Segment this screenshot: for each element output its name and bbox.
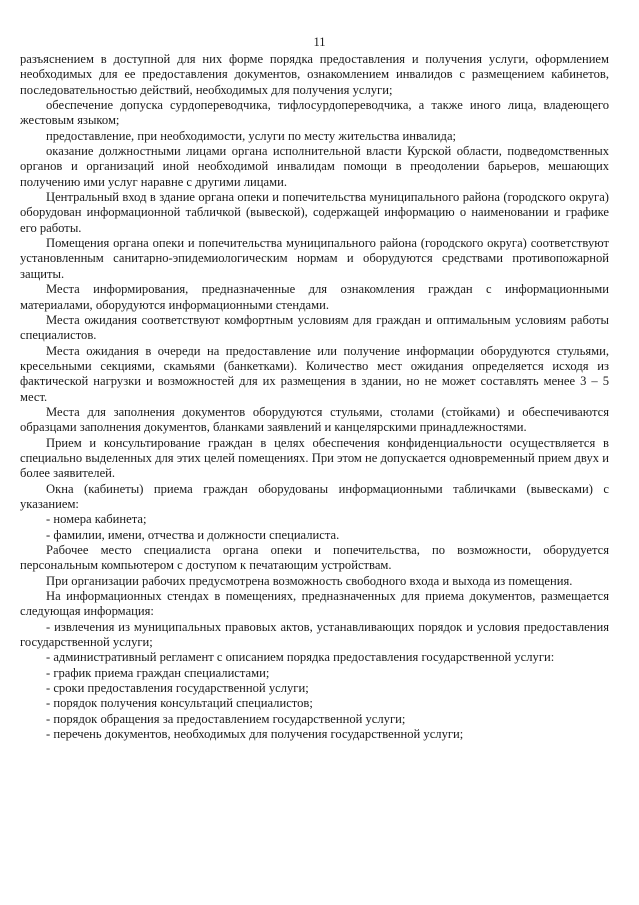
body-paragraph: оказание должностными лицами органа исполнительной власти Курской области, подведомственных органов и организаций иной необходимой инвалидам помощи в преодолении барьеров, мешающих получению ими услуг наравне с другими лицами. (20, 144, 609, 189)
body-paragraph: Места ожидания соответствуют комфортным условиям для граждан и оптимальным условиям работы специалистов. (20, 312, 609, 343)
body-paragraph: Места информирования, предназначенные для ознакомления граждан с информационными материалами, оборудуются информационными стендами. (20, 282, 609, 312)
body-paragraph: Помещения органа опеки и попечительства муниципального района (городского округа) соответствуют установленным санитарно-эпидемиологическим нормам и оборудуются средствами противопожарной защиты. (20, 236, 609, 281)
body-paragraph: обеспечение допуска сурдопереводчика, тифлосурдопереводчика, а также иного лица, владеющего жестовым языком; (20, 98, 609, 128)
body-paragraph: - сроки предоставления государственной услуги; (46, 681, 309, 696)
body-paragraph: предоставление, при необходимости, услуги по месту жительства инвалида; (46, 128, 457, 143)
body-paragraph: - порядок обращения за предоставлением государственной услуги; (46, 711, 406, 726)
body-paragraph: - перечень документов, необходимых для получения государственной услуги; (46, 727, 464, 742)
body-paragraph: При организации рабочих предусмотрена возможность свободного входа и выхода из помещения. (46, 573, 573, 588)
body-paragraph: Прием и консультирование граждан в целях обеспечения конфиденциальности осуществляется в специально выделенных для этих целей помещениях. При этом не допускается одновременный прием двух и более заявителей. (20, 435, 609, 481)
body-paragraph: - номера кабинета; (46, 512, 147, 527)
body-paragraph: Рабочее место специалиста органа опеки и попечительства, по возможности, оборудуется персональным компьютером с доступом к печатающим устройствам. (20, 543, 609, 573)
page-number: 11 (313, 35, 326, 49)
body-paragraph: разъяснением в доступной для них форме порядка предоставления и получения услуги, оформлением необходимых для ее предоставления документов, ознакомлением инвалидов с размещением кабинетов, последовательностью действий, необходимых для получения услуги; (20, 52, 609, 97)
body-paragraph: - извлечения из муниципальных правовых актов, устанавливающих порядок и условия предоставления государственной услуги; (20, 619, 609, 650)
body-paragraph: На информационных стендах в помещениях, предназначенных для приема документов, размещается следующая информация: (20, 589, 609, 619)
body-paragraph: - фамилии, имени, отчества и должности специалиста. (46, 527, 340, 542)
body-paragraph: - порядок получения консультаций специалистов; (46, 696, 313, 711)
body-paragraph: Центральный вход в здание органа опеки и попечительства муниципального района (городского округа) оборудован информационной табличкой (вывеской), содержащей информацию о наименовании и графике его работы. (20, 190, 609, 235)
body-paragraph: Места ожидания в очереди на предоставление или получение информации оборудуются стульями, кресельными секциями, скамьями (банкетками). Количество мест ожидания определяется исходя из фактической нагрузки и возможностей для их размещения в здании, но не может составлять менее 3 – 5 мест. (20, 343, 609, 404)
body-paragraph: - административный регламент с описанием порядка предоставления государственной услуги: (46, 650, 555, 665)
body-paragraph: - график приема граждан специалистами; (46, 665, 270, 680)
body-paragraph: Окна (кабинеты) приема граждан оборудованы информационными табличками (вывесками) с указанием: (20, 481, 609, 511)
body-paragraph: Места для заполнения документов оборудуются стульями, столами (стойками) и обеспечиваются образцами заполнения документов, бланками заявлений и канцелярскими принадлежностями. (20, 404, 609, 435)
document-body (20, 52, 609, 742)
